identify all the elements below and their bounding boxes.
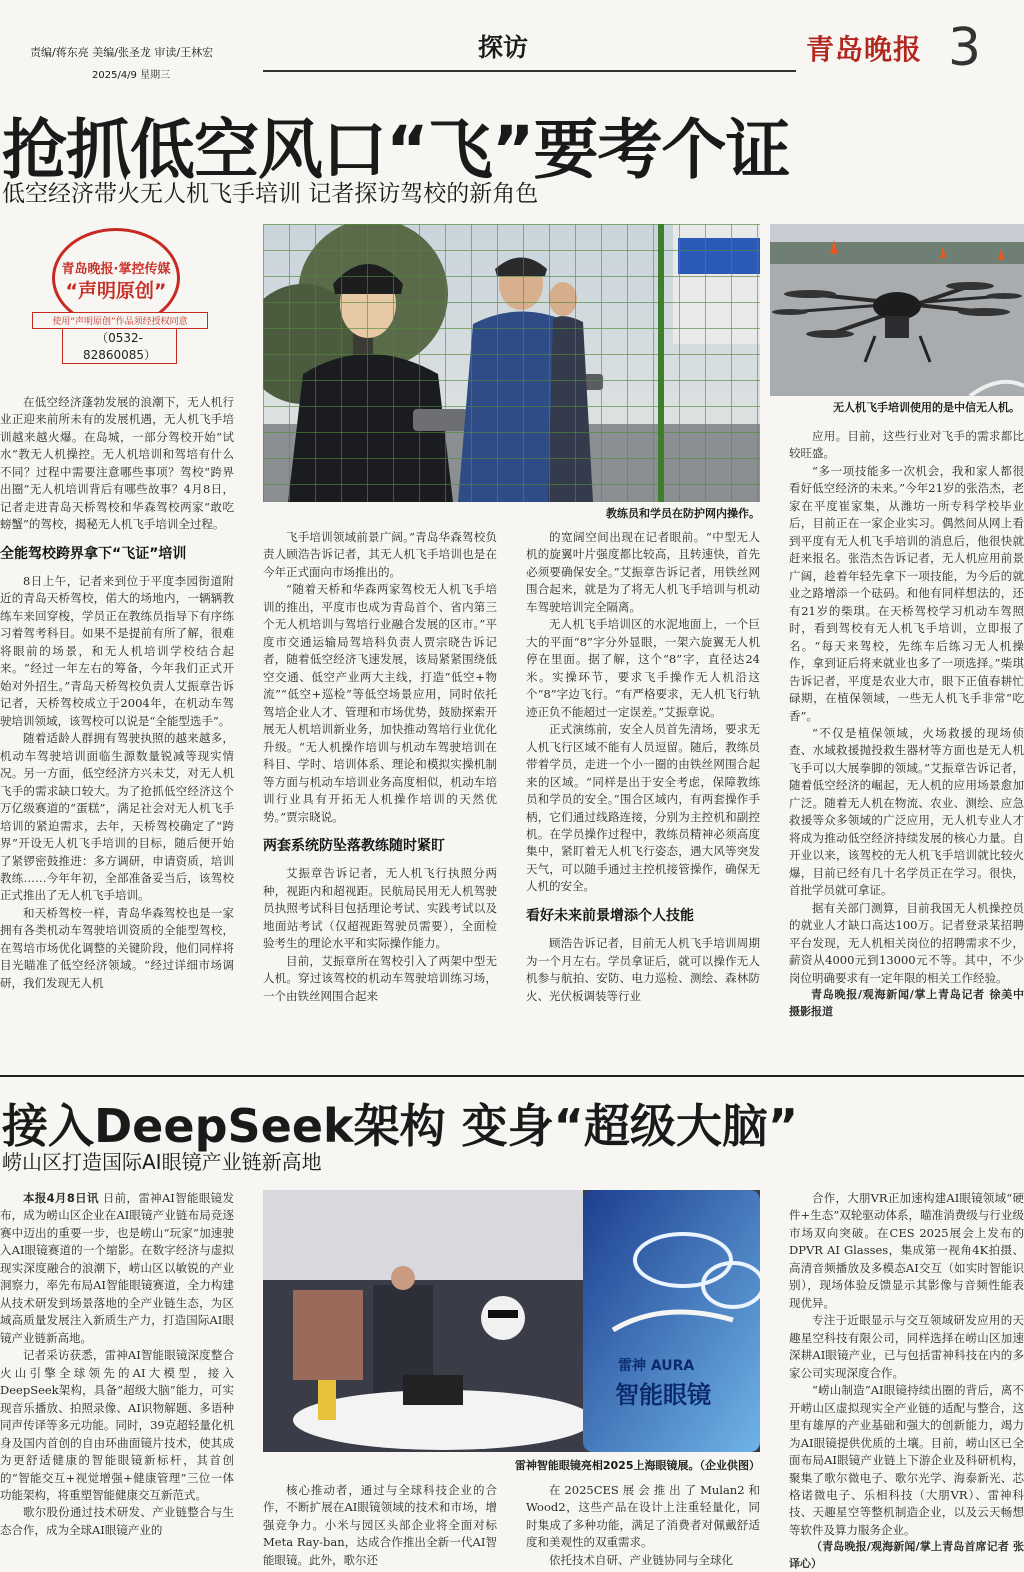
paragraph: 核心推动者，通过与全球科技企业的合作，不断扩展在AI眼镜领域的技术和市场，增强竞争力。小米与园区头部企业将全面对标Meta Ray-ban，达成合作推出全新一代AI智能眼镜。此外，歌尔还 <box>263 1483 497 1567</box>
paragraph: “不仅是植保领域，火场救援的现场侦查、水域救援抛投救生器材等方面也是无人机飞手可以大展拳脚的领域。”艾振章告诉记者，随着低空经济的崛起，无人机的应用场景愈加广泛。随着无人机在物流、农业、测绘、应急救援等众多领域的广泛应用，无人机专业人才将成为推动低空经济持续发展的核心力量。自开业以来，该驾校的无人机飞手培训就比较火爆，目前已经有几十名学员正在学习。很快，首批学员就可拿证。 <box>789 725 1024 898</box>
header-rule <box>263 70 796 72</box>
paragraph: 无人机飞手培训区的水泥地面上，一个巨大的平面“8”字分外显眼，一架六旋翼无人机停在里面。据了解，这个“8”字，直径达24米。实操环节，要求飞手操作无人机沿这个“8”字边飞行。“有严格要求，无人机飞行轨迹正负不能超过一定误差。”艾振章说。 <box>526 617 760 719</box>
paragraph: 合作，大朋VR正加速构建AI眼镜领域“硬件+生态”双轮驱动体系，瞄准消费级与行业级市场双向突破。在CES 2025展会上发布的DPVR AI Glasses，集成第一视角4K拍摄、高清音频播放及多模态AI交互（如实时智能识别），现场体验反馈显示其影像与音频性能表现优异。 <box>789 1191 1024 1310</box>
paragraph: “随着天桥和华森两家驾校无人机飞手培训的推出，平度市也成为青岛首个、省内第三个无人机培训与驾培行业融合发展的区市。”平度市交通运输局驾培科负责人贾宗晓告诉记者，随着低空经济飞速发展，该局紧紧围绕低空交通、低空产业两大主线，打造“低空+物流”“低空+巡检”等低空场景应用，同时依托驾培企业人才、管理和市场优势，鼓励探索开展无人机培训新业务，加快推动驾培行业优化升级。“无人机操作培训与机动车驾驶培训在科目、学时、培训体系、理论和模拟实操机制等方面与机动车培训业务高度相似，机动车培训行业具有开拓无人机操作培训的天然优势。”贾宗晓说。 <box>263 582 497 824</box>
paragraph: 依托技术自研、产业链协同与全球化 <box>549 1552 733 1567</box>
paragraph: 和天桥驾校一样，青岛华森驾校也是一家拥有各类机动车驾驶培训资质的全能型驾校，在驾培市场优化调整的关键阶段，他们同样将目光瞄准了低空经济领域。“经过详细市场调研，我们发现无人机 <box>0 905 234 990</box>
paragraph: 歌尔股份通过技术研发、产业链整合与生态合作，成为全球AI眼镜产业的 <box>0 1505 234 1537</box>
paragraph: 专注于近眼显示与交互领域研发应用的天趣星空科技有限公司，同样选择在崂山区加速深耕AI眼镜产业，已与包括雷神科技在内的多家公司实现深度合作。 <box>789 1313 1024 1380</box>
story2-photo-caption: 雷神智能眼镜亮相2025上海眼镜展。（企业供图） <box>514 1459 760 1472</box>
story1-column-1 <box>0 394 234 1066</box>
story1-subheading-3: 看好未来前景增添个人技能 <box>526 907 694 924</box>
story2-column-1 <box>0 1190 234 1572</box>
story1-column-4 <box>789 428 1024 1068</box>
paragraph: 应用。目前，这些行业对飞手的需求都比较旺盛。 <box>789 429 1024 461</box>
paragraph: 顾浩告诉记者，目前无人机飞手培训周期为一个月左右。学员拿证后，就可以操作无人机参与航拍、安防、电力巡检、测绘、森林防火、光伏板调装等行业 <box>526 936 760 1003</box>
poster-brand: 雷神 AURA <box>618 1358 695 1374</box>
paragraph: 的宽阔空间出现在记者眼前。“中型无人机的旋翼叶片强度都比较高，且转速快，首先必须要确保安全。”艾振章告诉记者，用铁丝网围合起来，就是为了将无人机飞手培训与机动车驾驶培训完全隔离。 <box>526 530 760 614</box>
story1-byline: 青岛晚报/观海新闻/掌上青岛记者 徐美中 摄影报道 <box>789 988 1024 1018</box>
stamp-top-text: 青岛晚报·掌控传媒 <box>61 262 171 277</box>
stamp-main-text: “声明原创” <box>65 280 167 302</box>
story2-byline: （青岛晚报/观海新闻/掌上青岛首席记者 张译心） <box>789 1540 1024 1571</box>
story-divider <box>0 1075 1024 1077</box>
story2-column-3 <box>526 1482 760 1572</box>
original-statement-stamp <box>42 228 190 362</box>
story1-subhead: 低空经济带火无人机飞手培训 记者探访驾校的新角色 <box>2 181 539 207</box>
stamp-note: 使用“声明原创”作品须经授权同意 <box>32 312 208 329</box>
story2-subhead: 崂山区打造国际AI眼镜产业链新高地 <box>2 1150 322 1174</box>
story1-headline: 抢抓低空风口“飞”要考个证 <box>2 113 790 188</box>
story2-column-4 <box>789 1190 1024 1572</box>
stamp-phone: （0532-82860085） <box>62 328 177 364</box>
photo2-caption: 无人机飞手培训使用的是中信无人机。 <box>833 401 1020 414</box>
photo-drone-image <box>770 224 1024 396</box>
story1-subheading-2: 两套系统防坠落教练随时紧盯 <box>263 837 445 854</box>
photo-training-fence-image <box>263 224 760 502</box>
page-number: 3 <box>948 18 982 78</box>
paragraph: 记者采访获悉，雷神AI智能眼镜深度整合火山引擎全球领先的AI大模型，接入DeepSeek架构，具备“超级大脑”能力，可实现音乐播放、拍照录像、AI识物解题、多语种同声传译等多元功能。同时，39克超轻量化机身及国内首创的自由环曲面镜片技术，使其成为更舒适健康的智能眼镜新标杆，其首创的“智能交互+视觉增强+健康管理”三位一体功能架构，将重塑智能健康交互新范式。 <box>0 1348 234 1502</box>
paragraph: 日前，雷神AI智能眼镜发布，成为崂山区企业在AI眼镜产业链布局竞逐赛中迈出的重要一步，也是崂山“玩家”加速驶入AI眼镜赛道的一个缩影。在数字经济与虚拟现实深度融合的浪潮下，崂山区以敏锐的产业洞察力，率先布局AI智能眼镜赛道，全力构建从技术研发到场景落地的全产业链生态，为区域高质量发展注入新质生产力，打造国际AI眼镜产业链新高地。 <box>0 1191 234 1345</box>
paragraph: 在2025CES展会推出了Mulan2和Wood2，这些产品在设计上注重轻量化，同时集成了多种功能，满足了消费者对佩戴舒适度和美观性的双重需求。 <box>526 1483 760 1550</box>
dateline: 本报4月8日讯 <box>23 1191 99 1205</box>
poster-text: 智能眼镜 <box>615 1381 711 1409</box>
photo-training-fence <box>263 224 760 502</box>
paragraph: 艾振章告诉记者，无人机飞行执照分两种，视距内和超视距。民航局民用无人机驾驶员执照考试科目包括理论考试、实践考试以及地面站考试（仅超视距驾驶员需要），全面检验考生的理论水平和实际操作能力。 <box>263 866 497 951</box>
photo-smart-glasses-expo-image <box>263 1190 760 1452</box>
paragraph: 据有关部门测算，目前我国无人机操控员的就业人才缺口高达100万。记者登录某招聘平台发现，无人机相关岗位的招聘需求不少，薪资从4000元到13000元不等。其中，不少岗位明确要求有一定年限的相关工作经验。 <box>789 900 1024 985</box>
paragraph: 8日上午，记者来到位于平度李园街道附近的青岛天桥驾校，偌大的场地内，一辆辆教练车来回穿梭，学员正在教练员指导下有序练习着驾考科目。如果不是提前有所了解，很难将眼前的场景，和无人机培训学校结合起来。“经过一年左右的筹备，今年我们正式开始对外招生。”青岛天桥驾校负责人艾振章告诉记者，天桥驾校成立于2004年，在机动车驾驶培训领域，该驾校可以说是“全能型选手”。 <box>0 574 234 728</box>
story1-intro: 在低空经济蓬勃发展的浪潮下，无人机行业正迎来前所未有的发展机遇，无人机飞手培训越来越火爆。在岛城，一部分驾校开始“试水”教无人机操控。无人机培训和驾培有什么不同？过程中需要注意哪些事项？驾校“跨界出圈”无人机培训背后有哪些故事？4月8日，记者走进青岛天桥驾校和华森驾校两家“敢吃螃蟹”的驾校，揭秘无人机飞手培训全过程。 <box>0 395 234 532</box>
photo-drone <box>770 224 1024 396</box>
paragraph: 飞手培训领域前景广阔。”青岛华森驾校负责人顾浩告诉记者，其无人机飞手培训也是在今年正式面向市场推出的。 <box>263 530 497 579</box>
paragraph: “多一项技能多一次机会，我和家人都很看好低空经济的未来。”今年21岁的张浩杰，老家在平度崔家集，从潍坊一所专科学校毕业后，目前正在一家企业实习。偶然间从网上看到平度有无人机飞手培训的消息后，他很快就赶来报名。张浩杰告诉记者，无人机应用前景广阔，趁着年轻先拿下一项技能，为今后的就业之路增添一个砝码。和他有同样想法的，还有21岁的柴琪。在天桥驾校学习机动车驾照时，看到驾校有无人机飞手培训，立即报了名。“每天来驾校，先练车后练习无人机操作，拿到证后将来就业也多了一项选择。”柴琪告诉记者，平度是农业大市，眼下正值春耕忙碌期，在植保领域，一些无人机飞手非常“吃香”。 <box>789 463 1024 723</box>
story1-column-3 <box>526 529 760 1069</box>
story2-column-2 <box>263 1482 497 1572</box>
paragraph: 随着适龄人群拥有驾驶执照的越来越多，机动车驾驶培训面临生源数量锐减等现实情况。另一方面，低空经济方兴未艾，对无人机飞手的需求缺口较大。为了抢抓低空经济这个万亿级赛道的“蛋糕”，满足社会对无人机飞手培训的紧迫需求，去年，天桥驾校确定了“跨界”开设无人机飞手培训的目标，随后便开始了紧锣密鼓推进：多方调研，申请资质，培训教练……今年年初，全部准备妥当后，该驾校正式推出了无人机飞手培训。 <box>0 731 234 903</box>
paragraph: 正式演练前，安全人员首先清场，要求无人机飞行区域不能有人员逗留。随后，教练员带着学员，走进一个小一圈的由铁丝网围合起来的区域。“同样是出于安全考虑，保障教练员和学员的安全。”围合区域内，有两套操作手柄，它们通过线路连接，分别为主控机和副控机。在学员操作过程中，教练员精神必须高度集中，紧盯着无人机飞行姿态，遇大风等突发天气，可以随手通过主控机接管操作，确保无人机的安全。 <box>526 722 760 894</box>
photo1-caption: 教练员和学员在防护网内操作。 <box>606 507 760 520</box>
newspaper-logo: 青岛晚报 <box>806 33 923 66</box>
issue-date: 2025/4/9 星期三 <box>92 70 171 81</box>
photo-smart-glasses-expo <box>263 1190 760 1452</box>
section-title: 探访 <box>478 33 529 62</box>
paragraph: “崂山制造”AI眼镜持续出圈的背后，离不开崂山区虚拟现实全产业链的适配与整合，这里有雄厚的产业基础和强大的创新能力，竭力为AI眼镜提供优质的土壤。目前，崂山区已全面布局AI眼镜产业链上下游企业及科研机构，聚集了歌尔微电子、歌尔光学、海泰新光、芯格诺微电子、乐相科技（大朋VR）、雷神科技、天趣星空等整机制造企业，以及云天畅想等软件及算力服务企业。 <box>789 1383 1024 1537</box>
story1-column-2 <box>263 529 497 1069</box>
paragraph: 目前，艾振章所在驾校引入了两架中型无人机。穿过该驾校的机动车驾驶培训练习场，一个由铁丝网围合起来 <box>263 953 497 1003</box>
story1-subheading-1: 全能驾校跨界拿下“飞证”培训 <box>0 545 187 562</box>
story2-headline: 接入DeepSeek架构 变身“超级大脑” <box>2 1099 799 1153</box>
editor-credit: 责编/蒋东亮 美编/张圣龙 审读/王林宏 <box>30 46 214 59</box>
